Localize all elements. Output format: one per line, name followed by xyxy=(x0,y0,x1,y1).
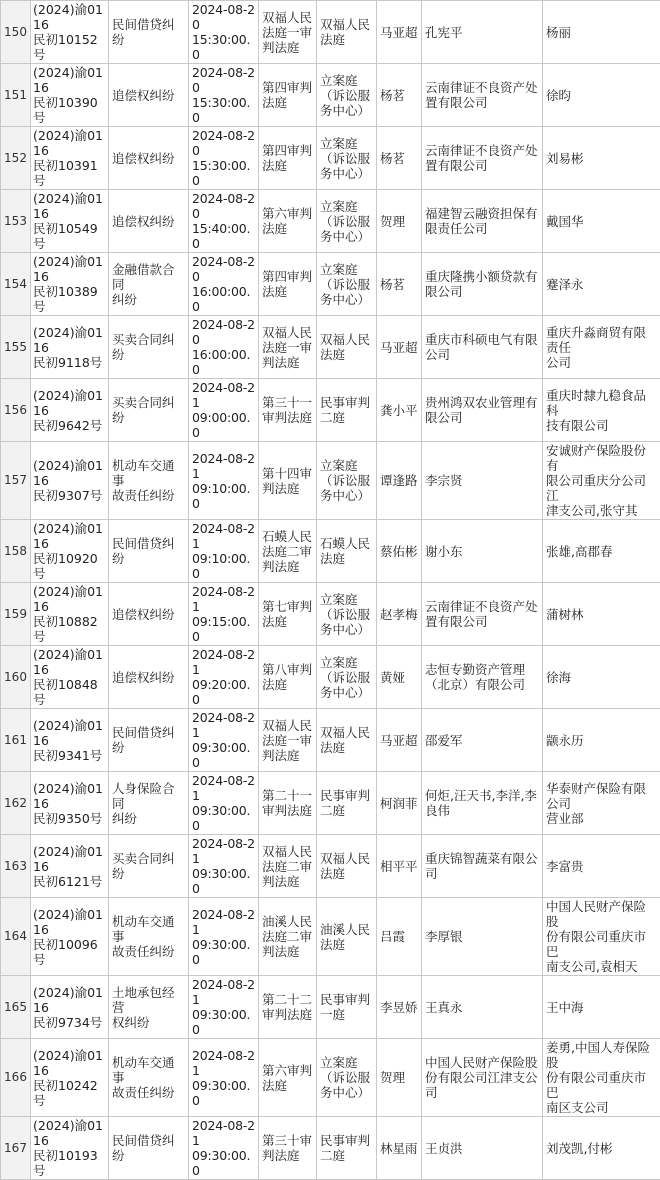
defendant-cell[interactable]: 杨丽 xyxy=(543,1,660,64)
plaintiff-cell[interactable]: 志恒专勤资产管理 （北京）有限公司 xyxy=(422,646,543,709)
department-cell[interactable]: 立案庭 （诉讼服 务中心） xyxy=(317,1039,377,1117)
hearing-time-cell[interactable]: 2024-08-20 15:30:00.0 xyxy=(189,127,259,190)
row-number-cell[interactable]: 159 xyxy=(1,583,31,646)
department-cell[interactable]: 民事审判 一庭 xyxy=(317,976,377,1039)
row-number-cell[interactable]: 161 xyxy=(1,709,31,772)
table-body xyxy=(1,1,660,1180)
table-row[interactable] xyxy=(1,520,660,583)
courtroom-cell[interactable]: 第六审判 法庭 xyxy=(259,1039,317,1117)
table-row[interactable] xyxy=(1,127,660,190)
case-number-cell[interactable]: (2024)渝0116 民初9118号 xyxy=(31,316,109,379)
hearing-time-cell[interactable]: 2024-08-21 09:10:00.0 xyxy=(189,442,259,520)
case-number-cell[interactable]: (2024)渝0116 民初10390号 xyxy=(31,64,109,127)
row-number-cell[interactable]: 163 xyxy=(1,835,31,898)
defendant-cell[interactable]: 重庆时隸九稳食品科 技有限公司 xyxy=(543,379,660,442)
courtroom-cell[interactable]: 第四审判 法庭 xyxy=(259,253,317,316)
row-number-cell[interactable]: 165 xyxy=(1,976,31,1039)
row-number-cell[interactable]: 160 xyxy=(1,646,31,709)
case-number-cell[interactable]: (2024)渝0116 民初6121号 xyxy=(31,835,109,898)
courtroom-cell[interactable]: 第二十二 审判法庭 xyxy=(259,976,317,1039)
judge-name-cell[interactable]: 谭逢路 xyxy=(377,442,422,520)
table-row[interactable] xyxy=(1,316,660,379)
plaintiff-cell[interactable]: 云南律证不良资产处 置有限公司 xyxy=(422,64,543,127)
case-cause-cell[interactable]: 追偿权纠纷 xyxy=(109,646,189,709)
case-number-cell[interactable]: (2024)渝0116 民初10193号 xyxy=(31,1117,109,1180)
table-row[interactable] xyxy=(1,379,660,442)
defendant-cell[interactable]: 徐昀 xyxy=(543,64,660,127)
judge-name-cell[interactable]: 贺理 xyxy=(377,1039,422,1117)
department-cell[interactable]: 民事审判 二庭 xyxy=(317,772,377,835)
table-row[interactable] xyxy=(1,772,660,835)
defendant-cell[interactable]: 刘易彬 xyxy=(543,127,660,190)
hearing-time-cell[interactable]: 2024-08-21 09:30:00.0 xyxy=(189,709,259,772)
defendant-cell[interactable]: 华泰财产保险有限公司 营业部 xyxy=(543,772,660,835)
department-cell[interactable]: 立案庭 （诉讼服 务中心） xyxy=(317,253,377,316)
department-cell[interactable]: 油溪人民 法庭 xyxy=(317,898,377,976)
judge-name-cell[interactable]: 林星雨 xyxy=(377,1117,422,1180)
row-number-cell[interactable]: 164 xyxy=(1,898,31,976)
department-cell[interactable]: 民事审判 二庭 xyxy=(317,379,377,442)
courtroom-cell[interactable]: 双福人民 法庭二审 判法庭 xyxy=(259,835,317,898)
plaintiff-cell[interactable]: 云南律证不良资产处 置有限公司 xyxy=(422,127,543,190)
case-cause-cell[interactable]: 机动车交通事 故责任纠纷 xyxy=(109,898,189,976)
judge-name-cell[interactable]: 杨茗 xyxy=(377,253,422,316)
hearing-time-cell[interactable]: 2024-08-20 15:30:00.0 xyxy=(189,1,259,64)
case-number-cell[interactable]: (2024)渝0116 民初10389号 xyxy=(31,253,109,316)
plaintiff-cell[interactable]: 重庆隆携小额贷款有 限公司 xyxy=(422,253,543,316)
case-number-cell[interactable]: (2024)渝0116 民初10391号 xyxy=(31,127,109,190)
plaintiff-cell[interactable]: 重庆锦智蔬菜有限公司 xyxy=(422,835,543,898)
defendant-cell[interactable]: 重庆升淼商贸有限责任 公司 xyxy=(543,316,660,379)
case-cause-cell[interactable]: 追偿权纠纷 xyxy=(109,127,189,190)
hearing-time-cell[interactable]: 2024-08-20 15:30:00.0 xyxy=(189,64,259,127)
courtroom-cell[interactable]: 双福人民 法庭一审 判法庭 xyxy=(259,1,317,64)
courtroom-cell[interactable]: 第十四审 判法庭 xyxy=(259,442,317,520)
row-number-cell[interactable]: 156 xyxy=(1,379,31,442)
plaintiff-cell[interactable]: 孔宪平 xyxy=(422,1,543,64)
hearing-time-cell[interactable]: 2024-08-21 09:20:00.0 xyxy=(189,646,259,709)
courtroom-cell[interactable]: 双福人民 法庭一审 判法庭 xyxy=(259,709,317,772)
department-cell[interactable]: 双福人民 法庭 xyxy=(317,316,377,379)
judge-name-cell[interactable]: 马亚超 xyxy=(377,316,422,379)
case-cause-cell[interactable]: 金融借款合同 纠纷 xyxy=(109,253,189,316)
plaintiff-cell[interactable]: 谢小东 xyxy=(422,520,543,583)
case-cause-cell[interactable]: 追偿权纠纷 xyxy=(109,583,189,646)
row-number-cell[interactable]: 150 xyxy=(1,1,31,64)
plaintiff-cell[interactable]: 何炬,汪天书,李洋,李 良伟 xyxy=(422,772,543,835)
row-number-cell[interactable]: 153 xyxy=(1,190,31,253)
judge-name-cell[interactable]: 贺理 xyxy=(377,190,422,253)
defendant-cell[interactable]: 中国人民财产保险股 份有限公司重庆市巴 南支公司,袁相天 xyxy=(543,898,660,976)
defendant-cell[interactable]: 戴国华 xyxy=(543,190,660,253)
table-row[interactable] xyxy=(1,976,660,1039)
courtroom-cell[interactable]: 双福人民 法庭一审 判法庭 xyxy=(259,316,317,379)
defendant-cell[interactable]: 蹇泽永 xyxy=(543,253,660,316)
courtroom-cell[interactable]: 第八审判 法庭 xyxy=(259,646,317,709)
table-row[interactable] xyxy=(1,1039,660,1117)
hearing-time-cell[interactable]: 2024-08-20 15:40:00.0 xyxy=(189,190,259,253)
department-cell[interactable]: 双福人民 法庭 xyxy=(317,835,377,898)
department-cell[interactable]: 立案庭 （诉讼服 务中心） xyxy=(317,583,377,646)
courtroom-cell[interactable]: 第三十一 审判法庭 xyxy=(259,379,317,442)
defendant-cell[interactable]: 徐海 xyxy=(543,646,660,709)
table-row[interactable] xyxy=(1,898,660,976)
case-cause-cell[interactable]: 买卖合同纠纷 xyxy=(109,835,189,898)
case-cause-cell[interactable]: 民间借贷纠纷 xyxy=(109,1,189,64)
plaintiff-cell[interactable]: 邵爱军 xyxy=(422,709,543,772)
case-cause-cell[interactable]: 民间借贷纠纷 xyxy=(109,709,189,772)
case-number-cell[interactable]: (2024)渝0116 民初10920号 xyxy=(31,520,109,583)
hearing-time-cell[interactable]: 2024-08-21 09:30:00.0 xyxy=(189,1039,259,1117)
table-row[interactable] xyxy=(1,190,660,253)
judge-name-cell[interactable]: 杨茗 xyxy=(377,64,422,127)
row-number-cell[interactable]: 151 xyxy=(1,64,31,127)
courtroom-cell[interactable]: 第二十一 审判法庭 xyxy=(259,772,317,835)
plaintiff-cell[interactable]: 李厚银 xyxy=(422,898,543,976)
defendant-cell[interactable]: 刘茂凯,付彬 xyxy=(543,1117,660,1180)
department-cell[interactable]: 双福人民 法庭 xyxy=(317,709,377,772)
defendant-cell[interactable]: 张雄,高郡春 xyxy=(543,520,660,583)
case-cause-cell[interactable]: 追偿权纠纷 xyxy=(109,64,189,127)
case-cause-cell[interactable]: 买卖合同纠纷 xyxy=(109,316,189,379)
department-cell[interactable]: 立案庭 （诉讼服 务中心） xyxy=(317,64,377,127)
department-cell[interactable]: 立案庭 （诉讼服 务中心） xyxy=(317,646,377,709)
case-cause-cell[interactable]: 民间借贷纠纷 xyxy=(109,1117,189,1180)
case-number-cell[interactable]: (2024)渝0116 民初10882号 xyxy=(31,583,109,646)
table-row[interactable] xyxy=(1,253,660,316)
plaintiff-cell[interactable]: 重庆市科硕电气有限 公司 xyxy=(422,316,543,379)
hearing-time-cell[interactable]: 2024-08-21 09:30:00.0 xyxy=(189,976,259,1039)
case-number-cell[interactable]: (2024)渝0116 民初9341号 xyxy=(31,709,109,772)
plaintiff-cell[interactable]: 李宗贤 xyxy=(422,442,543,520)
row-number-cell[interactable]: 155 xyxy=(1,316,31,379)
table-row[interactable] xyxy=(1,646,660,709)
courtroom-cell[interactable]: 第四审判 法庭 xyxy=(259,64,317,127)
row-number-cell[interactable]: 162 xyxy=(1,772,31,835)
row-number-cell[interactable]: 166 xyxy=(1,1039,31,1117)
plaintiff-cell[interactable]: 王真永 xyxy=(422,976,543,1039)
department-cell[interactable]: 双福人民 法庭 xyxy=(317,1,377,64)
hearing-time-cell[interactable]: 2024-08-21 09:30:00.0 xyxy=(189,835,259,898)
row-number-cell[interactable]: 157 xyxy=(1,442,31,520)
defendant-cell[interactable]: 蒲树林 xyxy=(543,583,660,646)
department-cell[interactable]: 民事审判 二庭 xyxy=(317,1117,377,1180)
table-row[interactable] xyxy=(1,442,660,520)
case-number-cell[interactable]: (2024)渝0116 民初10242号 xyxy=(31,1039,109,1117)
case-number-cell[interactable]: (2024)渝0116 民初10549号 xyxy=(31,190,109,253)
defendant-cell[interactable]: 安诚财产保险股份有 限公司重庆分公司江 津支公司,张守其 xyxy=(543,442,660,520)
plaintiff-cell[interactable]: 云南律证不良资产处 置有限公司 xyxy=(422,583,543,646)
case-cause-cell[interactable]: 机动车交通事 故责任纠纷 xyxy=(109,1039,189,1117)
table-row[interactable] xyxy=(1,1,660,64)
row-number-cell[interactable]: 158 xyxy=(1,520,31,583)
case-number-cell[interactable]: (2024)渝0116 民初10152号 xyxy=(31,1,109,64)
department-cell[interactable]: 立案庭 （诉讼服 务中心） xyxy=(317,127,377,190)
row-number-cell[interactable]: 167 xyxy=(1,1117,31,1180)
judge-name-cell[interactable]: 相平平 xyxy=(377,835,422,898)
judge-name-cell[interactable]: 黄娅 xyxy=(377,646,422,709)
table-row[interactable] xyxy=(1,835,660,898)
department-cell[interactable]: 立案庭 （诉讼服 务中心） xyxy=(317,442,377,520)
courtroom-cell[interactable]: 第三十审 判法庭 xyxy=(259,1117,317,1180)
courtroom-cell[interactable]: 石蟆人民 法庭二审 判法庭 xyxy=(259,520,317,583)
case-cause-cell[interactable]: 土地承包经营 权纠纷 xyxy=(109,976,189,1039)
row-number-cell[interactable]: 154 xyxy=(1,253,31,316)
defendant-cell[interactable]: 姜勇,中国人寿保险股 份有限公司重庆市巴 南区支公司 xyxy=(543,1039,660,1117)
judge-name-cell[interactable]: 马亚超 xyxy=(377,1,422,64)
plaintiff-cell[interactable]: 福建智云融资担保有 限责任公司 xyxy=(422,190,543,253)
judge-name-cell[interactable]: 马亚超 xyxy=(377,709,422,772)
case-number-cell[interactable]: (2024)渝0116 民初9307号 xyxy=(31,442,109,520)
department-cell[interactable]: 立案庭 （诉讼服 务中心） xyxy=(317,190,377,253)
courtroom-cell[interactable]: 第六审判 法庭 xyxy=(259,190,317,253)
hearing-time-cell[interactable]: 2024-08-21 09:30:00.0 xyxy=(189,898,259,976)
judge-name-cell[interactable]: 柯润菲 xyxy=(377,772,422,835)
case-cause-cell[interactable]: 追偿权纠纷 xyxy=(109,190,189,253)
judge-name-cell[interactable]: 吕霞 xyxy=(377,898,422,976)
judge-name-cell[interactable]: 龚小平 xyxy=(377,379,422,442)
judge-name-cell[interactable]: 蔡佑彬 xyxy=(377,520,422,583)
table-row[interactable] xyxy=(1,64,660,127)
case-cause-cell[interactable]: 人身保险合同 纠纷 xyxy=(109,772,189,835)
courtroom-cell[interactable]: 油溪人民 法庭二审 判法庭 xyxy=(259,898,317,976)
hearing-time-cell[interactable]: 2024-08-21 09:10:00.0 xyxy=(189,520,259,583)
case-number-cell[interactable]: (2024)渝0116 民初10848号 xyxy=(31,646,109,709)
hearing-time-cell[interactable]: 2024-08-20 16:00:00.0 xyxy=(189,253,259,316)
table-row[interactable] xyxy=(1,1117,660,1180)
defendant-cell[interactable]: 颛永历 xyxy=(543,709,660,772)
judge-name-cell[interactable]: 杨茗 xyxy=(377,127,422,190)
case-cause-cell[interactable]: 民间借贷纠纷 xyxy=(109,520,189,583)
case-number-cell[interactable]: (2024)渝0116 民初9350号 xyxy=(31,772,109,835)
hearing-time-cell[interactable]: 2024-08-21 09:00:00.0 xyxy=(189,379,259,442)
case-cause-cell[interactable]: 机动车交通事 故责任纠纷 xyxy=(109,442,189,520)
judge-name-cell[interactable]: 李昱娇 xyxy=(377,976,422,1039)
plaintiff-cell[interactable]: 贵州鸿双农业管理有 限公司 xyxy=(422,379,543,442)
defendant-cell[interactable]: 王中海 xyxy=(543,976,660,1039)
row-number-cell[interactable]: 152 xyxy=(1,127,31,190)
case-cause-cell[interactable]: 买卖合同纠纷 xyxy=(109,379,189,442)
case-number-cell[interactable]: (2024)渝0116 民初10096号 xyxy=(31,898,109,976)
department-cell[interactable]: 石蟆人民 法庭 xyxy=(317,520,377,583)
judge-name-cell[interactable]: 赵孝梅 xyxy=(377,583,422,646)
table-row[interactable] xyxy=(1,583,660,646)
table-row[interactable] xyxy=(1,709,660,772)
hearing-time-cell[interactable]: 2024-08-21 09:15:00.0 xyxy=(189,583,259,646)
case-number-cell[interactable]: (2024)渝0116 民初9734号 xyxy=(31,976,109,1039)
defendant-cell[interactable]: 李富贵 xyxy=(543,835,660,898)
case-number-cell[interactable]: (2024)渝0116 民初9642号 xyxy=(31,379,109,442)
hearing-time-cell[interactable]: 2024-08-21 09:30:00.0 xyxy=(189,1117,259,1180)
courtroom-cell[interactable]: 第四审判 法庭 xyxy=(259,127,317,190)
courtroom-cell[interactable]: 第七审判 法庭 xyxy=(259,583,317,646)
plaintiff-cell[interactable]: 中国人民财产保险股 份有限公司江津支公 司 xyxy=(422,1039,543,1117)
hearing-time-cell[interactable]: 2024-08-20 16:00:00.0 xyxy=(189,316,259,379)
plaintiff-cell[interactable]: 王贞洪 xyxy=(422,1117,543,1180)
hearing-time-cell[interactable]: 2024-08-21 09:30:00.0 xyxy=(189,772,259,835)
